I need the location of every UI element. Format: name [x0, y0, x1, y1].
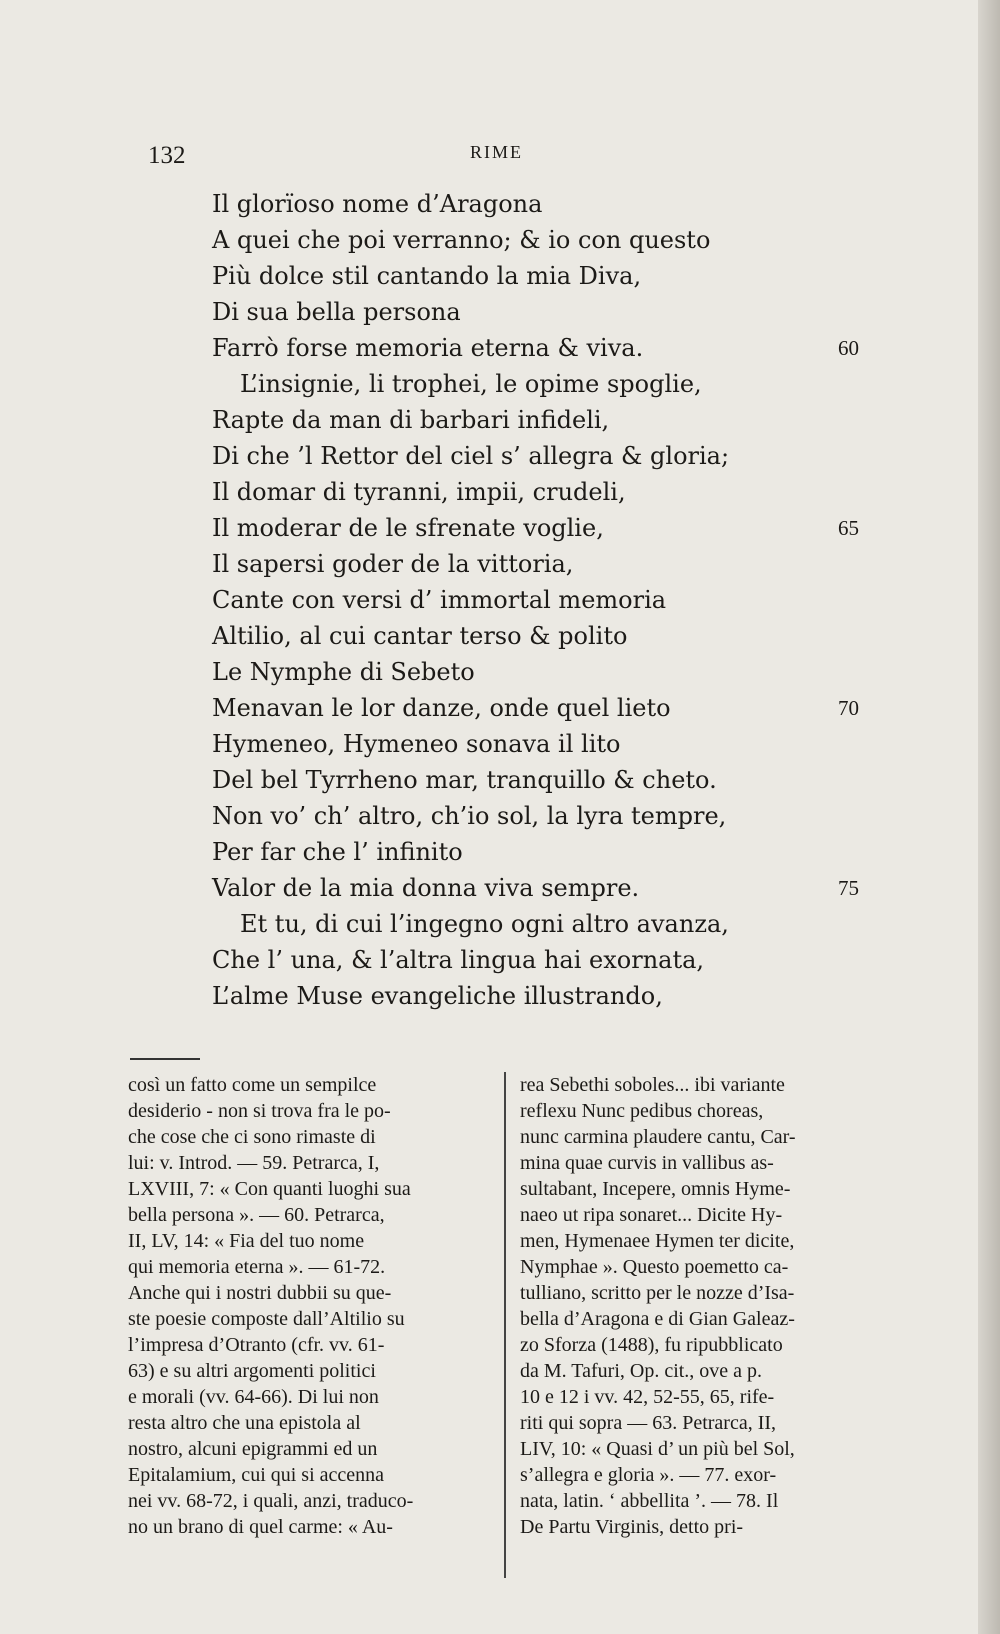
footnote-line: da M. Tafuri, Op. cit., ove a p.: [520, 1360, 763, 1382]
line-number: 75: [838, 876, 859, 900]
verse-line: Per far che l’ infinito: [212, 838, 463, 866]
verse-line: Il domar di tyranni, impii, crudeli,: [212, 478, 626, 506]
footnote-line: Epitalamium, cui qui si accenna: [128, 1464, 385, 1486]
footnote-line: resta altro che una epistola al: [128, 1412, 361, 1434]
verse-line: Le Nymphe di Sebeto: [212, 658, 475, 686]
page-edge-shadow: [978, 0, 1000, 1634]
line-number: 60: [838, 336, 859, 360]
footnote-line: bella d’Aragona e di Gian Galeaz-: [520, 1308, 795, 1330]
footnote-line: nunc carmina plaudere cantu, Car-: [520, 1126, 796, 1148]
verse-line: Di sua bella persona: [212, 298, 461, 326]
verse-line: Farrò forse memoria eterna & viva.: [212, 334, 644, 362]
footnote-line: che cose che ci sono rimaste di: [128, 1126, 376, 1148]
verse-line: Menavan le lor danze, onde quel lieto: [212, 694, 671, 722]
running-head: RIME: [470, 142, 523, 162]
footnote-line: men, Hymenaee Hymen ter dicite,: [520, 1230, 795, 1252]
line-number: 70: [838, 696, 859, 720]
column-divider: [504, 1072, 506, 1578]
footnote-line: naeo ut ripa sonaret... Dicite Hy-: [520, 1204, 783, 1226]
footnote-line: tulliano, scritto per le nozze d’Isa-: [520, 1282, 795, 1304]
footnote-line: 10 e 12 i vv. 42, 52-55, 65, rife-: [520, 1386, 775, 1408]
footnote-line: mina quae curvis in vallibus as-: [520, 1152, 774, 1174]
footnote-line: sultabant, Incepere, omnis Hyme-: [520, 1178, 791, 1200]
footnote-line: lui: v. Introd. — 59. Petrarca, I,: [128, 1152, 380, 1174]
verse-line: Et tu, di cui l’ingegno ogni altro avanza,: [240, 910, 729, 938]
footnote-line: nostro, alcuni epigrammi ed un: [128, 1438, 378, 1460]
verse-line: Rapte da man di barbari infideli,: [212, 406, 610, 434]
verse-line: Cante con versi d’ immortal memoria: [212, 586, 667, 614]
footnote-line: reflexu Nunc pedibus choreas,: [520, 1100, 764, 1122]
verse-line: Di che ’l Rettor del ciel s’ allegra & gloria;: [212, 442, 730, 470]
verse-line: L’insignie, li trophei, le opime spoglie,: [240, 370, 702, 398]
footnote-line: LXVIII, 7: « Con quanti luoghi sua: [128, 1178, 411, 1200]
footnote-line: desiderio - non si trova fra le po-: [128, 1100, 391, 1122]
verse-line: A quei che poi verranno; & io con questo: [212, 226, 711, 254]
footnote-separator: [130, 1058, 200, 1060]
verse-line: L’alme Muse evangeliche illustrando,: [212, 982, 663, 1010]
footnote-line: così un fatto come un sempilce: [128, 1074, 377, 1096]
verse-line: Il sapersi goder de la vittoria,: [212, 550, 574, 578]
footnote-line: Anche qui i nostri dubbii su que-: [128, 1282, 392, 1304]
footnote-line: s’allegra e gloria ». — 77. exor-: [520, 1464, 777, 1486]
verse-line: Altilio, al cui cantar terso & polito: [212, 622, 628, 650]
verse-line: Il moderar de le sfrenate voglie,: [212, 514, 604, 542]
footnote-line: bella persona ». — 60. Petrarca,: [128, 1204, 385, 1226]
footnote-line: qui memoria eterna ». — 61-72.: [128, 1256, 386, 1278]
verse-line: Che l’ una, & l’altra lingua hai exornata,: [212, 946, 705, 974]
line-number: 65: [838, 516, 859, 540]
footnote-line: De Partu Virginis, detto pri-: [520, 1516, 744, 1538]
verse-line: Del bel Tyrrheno mar, tranquillo & cheto.: [212, 766, 717, 794]
footnote-line: l’impresa d’Otranto (cfr. vv. 61-: [128, 1334, 385, 1356]
verse-line: Più dolce stil cantando la mia Diva,: [212, 262, 642, 290]
verse-line: Valor de la mia donna viva sempre.: [212, 874, 640, 902]
footnote-line: zo Sforza (1488), fu ripubblicato: [520, 1334, 783, 1356]
verse-line: Hymeneo, Hymeneo sonava il lito: [212, 730, 621, 758]
footnote-line: 63) e su altri argomenti politici: [128, 1360, 376, 1382]
verse-line: Il glorïoso nome d’Aragona: [212, 190, 543, 218]
footnote-line: rea Sebethi soboles... ibi variante: [520, 1074, 785, 1096]
footnote-line: II, LV, 14: « Fia del tuo nome: [128, 1230, 365, 1252]
footnote-line: ste poesie composte dall’Altilio su: [128, 1308, 405, 1330]
footnote-line: e morali (vv. 64-66). Di lui non: [128, 1386, 379, 1408]
footnote-line: LIV, 10: « Quasi d’ un più bel Sol,: [520, 1438, 795, 1460]
footnote-line: nata, latin. ‘ abbellita ’. — 78. Il: [520, 1490, 779, 1512]
footnote-line: no un brano di quel carme: « Au-: [128, 1516, 393, 1538]
footnote-line: riti qui sopra — 63. Petrarca, II,: [520, 1412, 777, 1434]
verse-line: Non vo’ ch’ altro, ch’io sol, la lyra tempre,: [212, 802, 727, 830]
footnote-line: Nymphae ». Questo poemetto ca-: [520, 1256, 789, 1278]
footnote-line: nei vv. 68-72, i quali, anzi, traduco-: [128, 1490, 414, 1512]
page-number: 132: [148, 142, 186, 169]
